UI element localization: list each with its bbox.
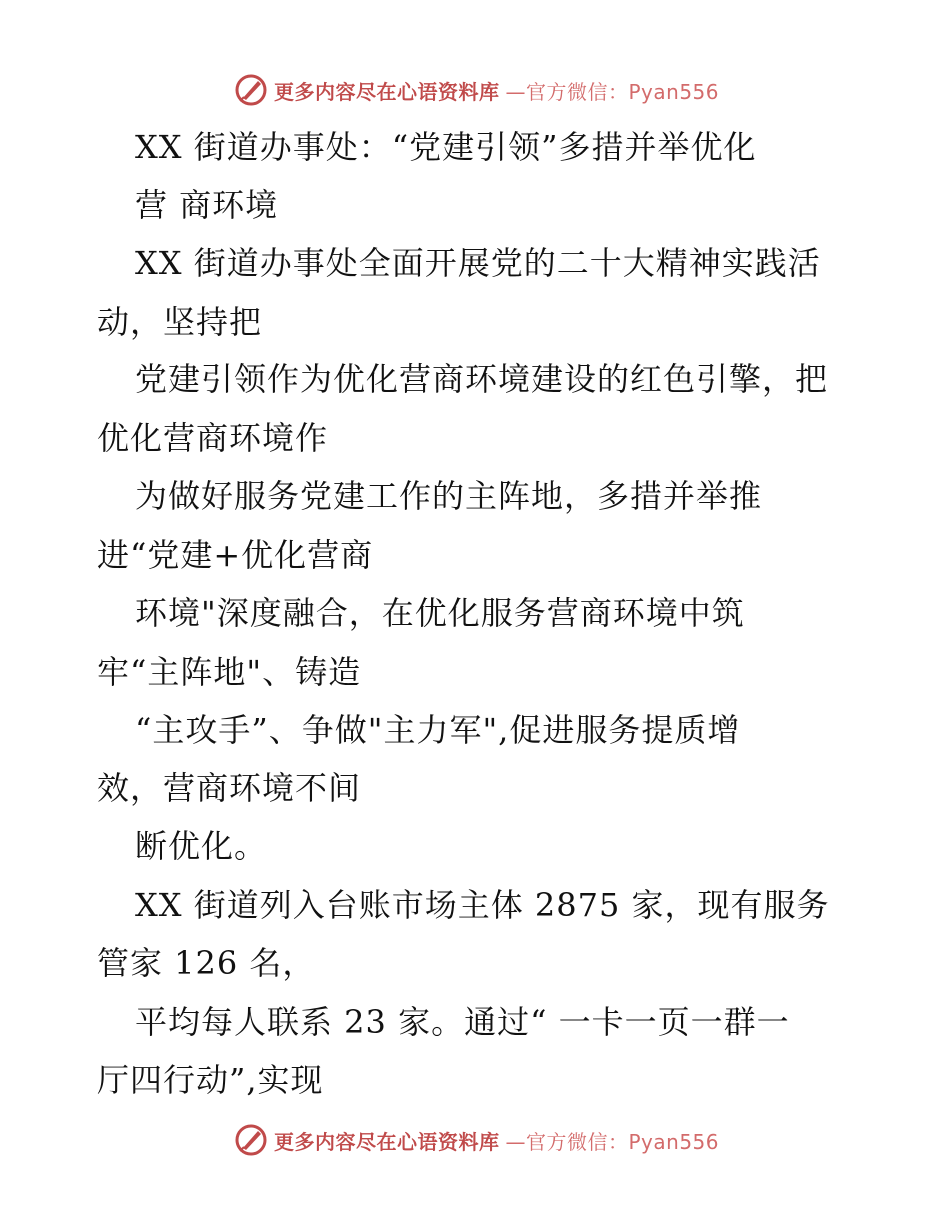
watermark-contact-text: —官方微信：Pyan556 xyxy=(505,79,720,104)
quill-logo-icon xyxy=(234,1123,268,1157)
paragraph-line: “主攻手”、争做"主力军",促进服务提质增 xyxy=(135,711,741,749)
paragraph-line: 进“党建+优化营商 xyxy=(97,536,374,574)
footer-watermark xyxy=(234,1122,754,1158)
watermark-main-text: 更多内容尽在心语资料库 xyxy=(274,1129,500,1154)
watermark-main-text: 更多内容尽在心语资料库 xyxy=(274,79,500,104)
paragraph-line: XX 街道列入台账市场主体 2875 家，现有服务 xyxy=(135,886,830,924)
paragraph-line: 管家 126 名， xyxy=(97,944,316,982)
paragraph-line: 动，坚持把 xyxy=(97,303,263,341)
paragraph-line: 党建引领作为优化营商环境建设的红色引擎，把 xyxy=(135,360,829,398)
paragraph-line: 断优化。 xyxy=(135,827,268,865)
paragraph-line: 平均每人联系 23 家。通过“ 一卡一页一群一 xyxy=(135,1003,790,1041)
paragraph-line: 为做好服务党建工作的主阵地，多措并举推 xyxy=(135,477,763,515)
paragraph-line: 效，营商环境不间 xyxy=(97,769,362,807)
watermark-contact-text: —官方微信：Pyan556 xyxy=(505,1129,720,1154)
title-line-2: 营 商环境 xyxy=(135,186,279,224)
paragraph-line: 环境"深度融合，在优化服务营商环境中筑 xyxy=(135,594,745,632)
title-line-1: XX 街道办事处：“党建引领”多措并举优化 xyxy=(135,128,757,166)
paragraph-line: XX 街道办事处全面开展党的二十大精神实践活 xyxy=(135,244,821,282)
paragraph-line: 厅四行动”,实现 xyxy=(97,1061,324,1099)
paragraph-line: 优化营商环境作 xyxy=(97,419,329,457)
paragraph-line: 牢“主阵地"、铸造 xyxy=(97,653,362,691)
